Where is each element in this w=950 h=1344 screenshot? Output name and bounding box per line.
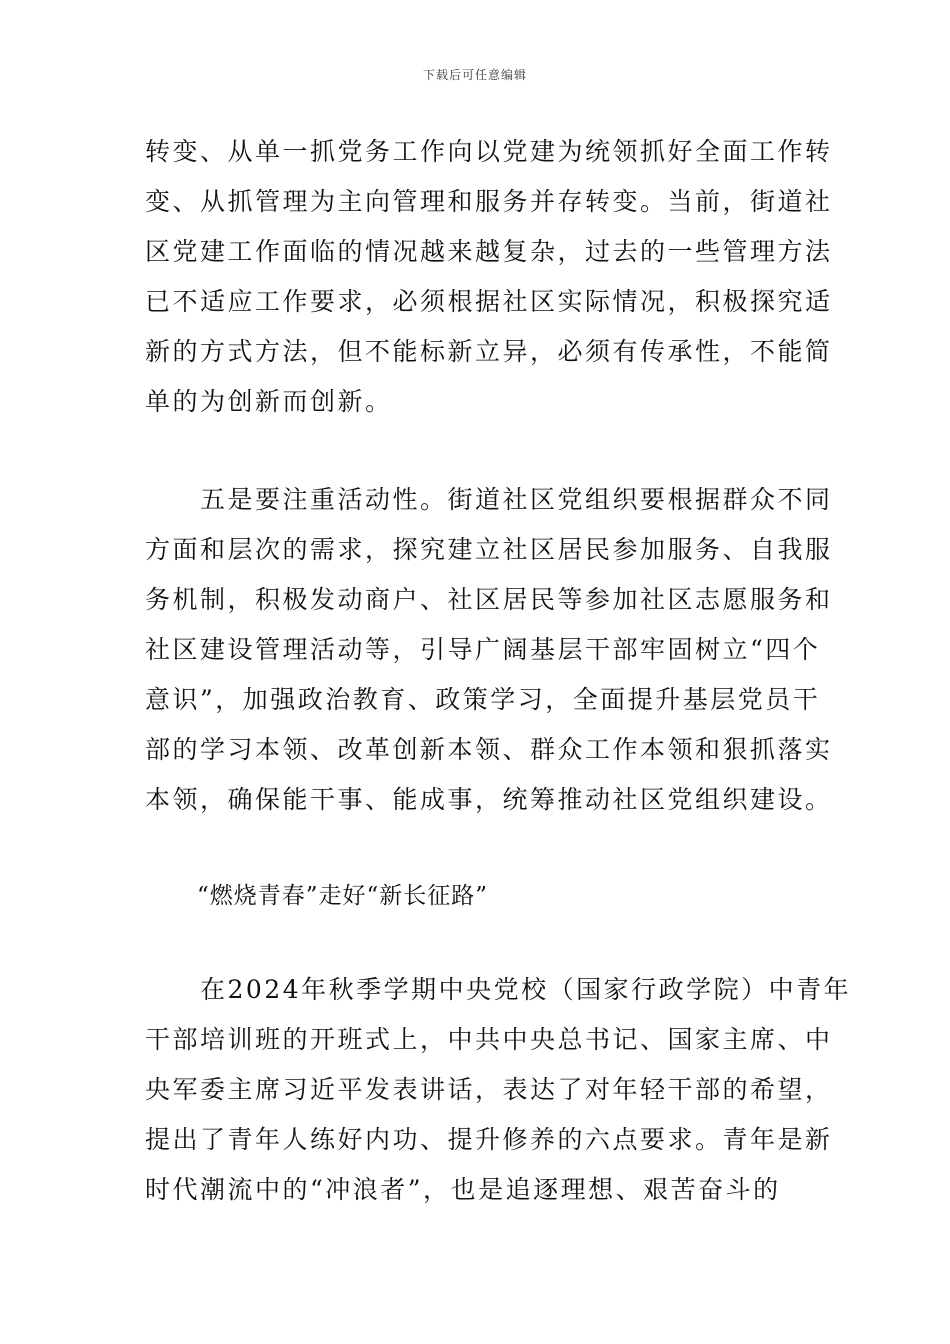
text-line: 务机制，积极发动商户、社区居民等参加社区志愿服务和	[145, 585, 833, 614]
heading-text: “燃烧青春”走好“新长征路”	[197, 883, 489, 909]
text-line: 区党建工作面临的情况越来越复杂，过去的一些管理方法	[145, 237, 833, 266]
text-line: 在2024年秋季学期中央党校（国家行政学院）中青年	[145, 975, 852, 1004]
paragraph-2	[145, 475, 833, 825]
header-note: 下载后可任意编辑	[422, 68, 527, 82]
text-line: 方面和层次的需求，探究建立社区居民参加服务、自我服	[145, 535, 833, 564]
paragraph-3	[145, 965, 852, 1215]
text-line: 五是要注重活动性。街道社区党组织要根据群众不同	[145, 485, 833, 514]
text-line: 意识”，加强政治教育、政策学习，全面提升基层党员干	[145, 685, 821, 714]
section-heading	[145, 871, 807, 921]
text-line: 新的方式方法，但不能标新立异，必须有传承性，不能简	[145, 337, 833, 366]
text-line: 时代潮流中的“冲浪者”，也是追逐理想、艰苦奋斗的	[145, 1175, 781, 1204]
text-line: 部的学习本领、改革创新本领、群众工作本领和狠抓落实	[145, 735, 833, 764]
text-line: 本领，确保能干事、能成事，统筹推动社区党组织建设。	[145, 785, 833, 814]
text-line: 央军委主席习近平发表讲话，表达了对年轻干部的希望，	[145, 1075, 833, 1104]
text-line: 单的为创新而创新。	[145, 387, 393, 416]
text-line: 转变、从单一抓党务工作向以党建为统领抓好全面工作转	[145, 137, 833, 166]
text-line: 干部培训班的开班式上，中共中央总书记、国家主席、中	[145, 1025, 833, 1054]
text-line: 变、从抓管理为主向管理和服务并存转变。当前，街道社	[145, 187, 833, 216]
text-line: 已不适应工作要求，必须根据社区实际情况，积极探究适	[145, 287, 833, 316]
text-line: 提出了青年人练好内功、提升修养的六点要求。青年是新	[145, 1125, 833, 1154]
document-body	[145, 127, 852, 1215]
text-line: 社区建设管理活动等，引导广阔基层干部牢固树立“四个	[145, 635, 821, 664]
paragraph-1	[145, 127, 833, 427]
